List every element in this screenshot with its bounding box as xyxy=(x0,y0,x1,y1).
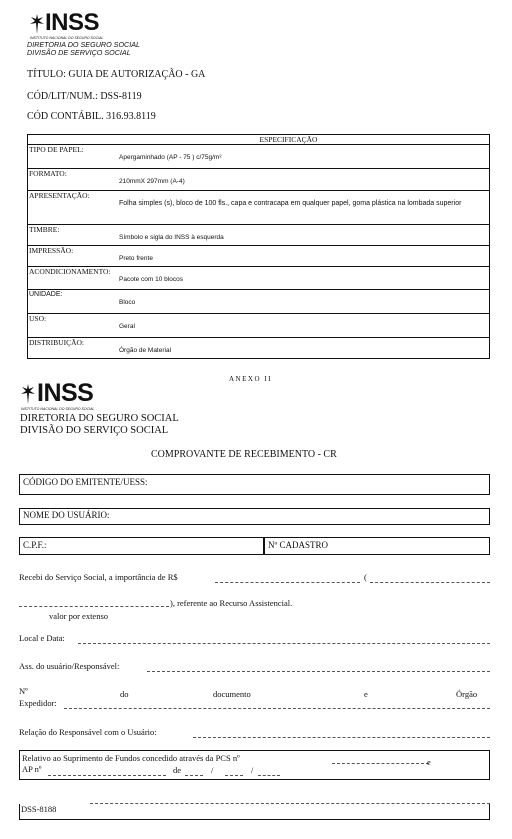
spec-row xyxy=(28,267,490,290)
spec-row xyxy=(28,338,490,359)
logo-subtitle: INSTITUTO NACIONAL DO SEGURO SOCIAL xyxy=(21,407,95,412)
recebi-text: Recebi do Serviço Social, a importância de R$ xyxy=(19,572,178,582)
inss-emblem-icon xyxy=(20,383,36,405)
valor-extenso-input-2[interactable] xyxy=(19,606,169,607)
titulo: TÍTULO: GUIA DE AUTORIZAÇÃO - GA xyxy=(27,69,206,80)
slash-2: / xyxy=(251,765,254,775)
anexo-label: ANEXO II xyxy=(229,375,272,383)
suprimento-text: Relativo ao Suprimento de Fundos concedido através da PCS nº xyxy=(22,753,240,763)
spec-value: Pacote com 10 blocos xyxy=(119,276,183,283)
local-data-label: Local e Data: xyxy=(19,633,65,643)
de-label: de xyxy=(173,765,182,775)
dss-code-box xyxy=(19,804,490,820)
ano-input[interactable] xyxy=(258,775,280,776)
suprimento-e: e xyxy=(427,757,431,767)
valor-extenso-input[interactable] xyxy=(370,582,490,583)
ap-label: AP nº xyxy=(22,764,42,774)
no-doc-word: e xyxy=(364,689,368,699)
spec-row xyxy=(28,290,490,314)
spec-title: ESPECIFICAÇÃO xyxy=(28,135,490,145)
spec-label: USO: xyxy=(29,314,47,323)
spec-row xyxy=(28,246,490,267)
footer-dashes xyxy=(90,803,490,804)
spec-row xyxy=(28,314,490,338)
n-cadastro-label: Nº CADASTRO xyxy=(268,540,329,550)
slash-1: / xyxy=(211,765,214,775)
pcs-input[interactable] xyxy=(332,763,429,764)
spec-row xyxy=(28,191,490,225)
spec-label: IMPRESSÃO: xyxy=(29,246,74,255)
logo-subtitle: INSTITUTO NACIONAL DO SEGURO SOCIAL xyxy=(30,36,104,41)
cod-contabil: CÓD CONTÁBIL. 316.93.8119 xyxy=(27,111,156,122)
spec-value: Geral xyxy=(119,323,135,330)
dss-code: DSS-8188 xyxy=(21,804,57,814)
codigo-emitente-field[interactable] xyxy=(19,474,490,495)
spec-row xyxy=(28,145,490,169)
inss-logo-top xyxy=(29,10,119,40)
cpf-label: C.P.F.: xyxy=(23,540,47,550)
spec-value: Preto frente xyxy=(119,255,153,262)
suprimento-box xyxy=(19,750,490,780)
diretoria-label: DIRETORIA DO SEGURO SOCIAL xyxy=(27,40,141,49)
n-cadastro-field[interactable] xyxy=(264,537,490,555)
referente-text: ), referente ao Recurso Assistencial. xyxy=(170,598,293,608)
comprovante-title: COMPROVANTE DE RECEBIMENTO - CR xyxy=(151,449,337,460)
valor-extenso-caption: valor por extenso xyxy=(49,611,109,621)
spec-value: Folha simples (s), bloco de 100 fls., capa e contracapa em qualquer papel, goma plástica na lombada superior xyxy=(119,200,462,207)
expedidor-label: Expedidor: xyxy=(19,698,57,708)
specification-table xyxy=(27,134,490,359)
spec-label: ACONDICIONAMENTO: xyxy=(29,267,111,276)
spec-label: FORMATO: xyxy=(29,169,67,178)
spec-value: 210mmX 297mm (A-4) xyxy=(119,178,185,185)
relacao-label: Relação do Responsável com o Usuário: xyxy=(19,727,157,737)
expedidor-input[interactable] xyxy=(64,708,490,709)
logo-text: INSS xyxy=(37,379,94,407)
ass-usuario-input[interactable] xyxy=(147,671,490,672)
inss-logo-bottom xyxy=(20,381,120,411)
inss-emblem-icon xyxy=(29,13,45,35)
cpf-field[interactable] xyxy=(19,537,264,555)
no-doc-word: documento xyxy=(213,689,251,699)
spec-label: TIPO DE PAPEL: xyxy=(29,145,84,154)
spec-label: DISTRIBUIÇÃO: xyxy=(29,338,85,347)
spec-row xyxy=(28,225,490,246)
relacao-input[interactable] xyxy=(193,737,490,738)
divisao-label: DIVISÃO DE SERVIÇO SOCIAL xyxy=(27,48,131,57)
cod-lit: CÓD/LIT/NUM.: DSS-8119 xyxy=(27,91,142,102)
ass-usuario-label: Ass. do usuário/Responsável: xyxy=(19,661,120,671)
spec-label: UNIDADE: xyxy=(29,291,63,298)
codigo-emitente-label: CÓDIGO DO EMITENTE/UESS: xyxy=(23,477,148,487)
local-data-input[interactable] xyxy=(78,643,490,644)
ap-input[interactable] xyxy=(48,775,166,776)
diretoria-label: DIRETORIA DO SEGURO SOCIAL xyxy=(20,413,179,424)
spec-value: Apergaminhado (AP - 75 ) c/75g/m² xyxy=(119,154,222,161)
no-doc-word: Nº xyxy=(19,686,28,696)
spec-label: APRESENTAÇÃO: xyxy=(29,191,90,200)
paren-open: ( xyxy=(364,572,367,582)
logo-text: INSS xyxy=(45,9,100,36)
nome-usuario-field[interactable] xyxy=(19,508,490,525)
no-doc-word: Órgão xyxy=(456,689,478,699)
mes-input[interactable] xyxy=(225,775,243,776)
valor-input[interactable] xyxy=(215,582,360,583)
dia-input[interactable] xyxy=(185,775,203,776)
spec-value: Órgão de Material xyxy=(119,347,172,354)
no-doc-word: do xyxy=(120,689,129,699)
divisao-label: DIVISÃO DO SERVIÇO SOCIAL xyxy=(20,425,169,436)
nome-usuario-label: NOME DO USUÁRIO: xyxy=(23,510,110,520)
spec-label: TIMBRE: xyxy=(29,225,60,234)
spec-value: Bloco xyxy=(119,299,136,306)
spec-value: Símbolo e sigla do INSS à esquerda xyxy=(119,234,224,241)
spec-row xyxy=(28,169,490,191)
